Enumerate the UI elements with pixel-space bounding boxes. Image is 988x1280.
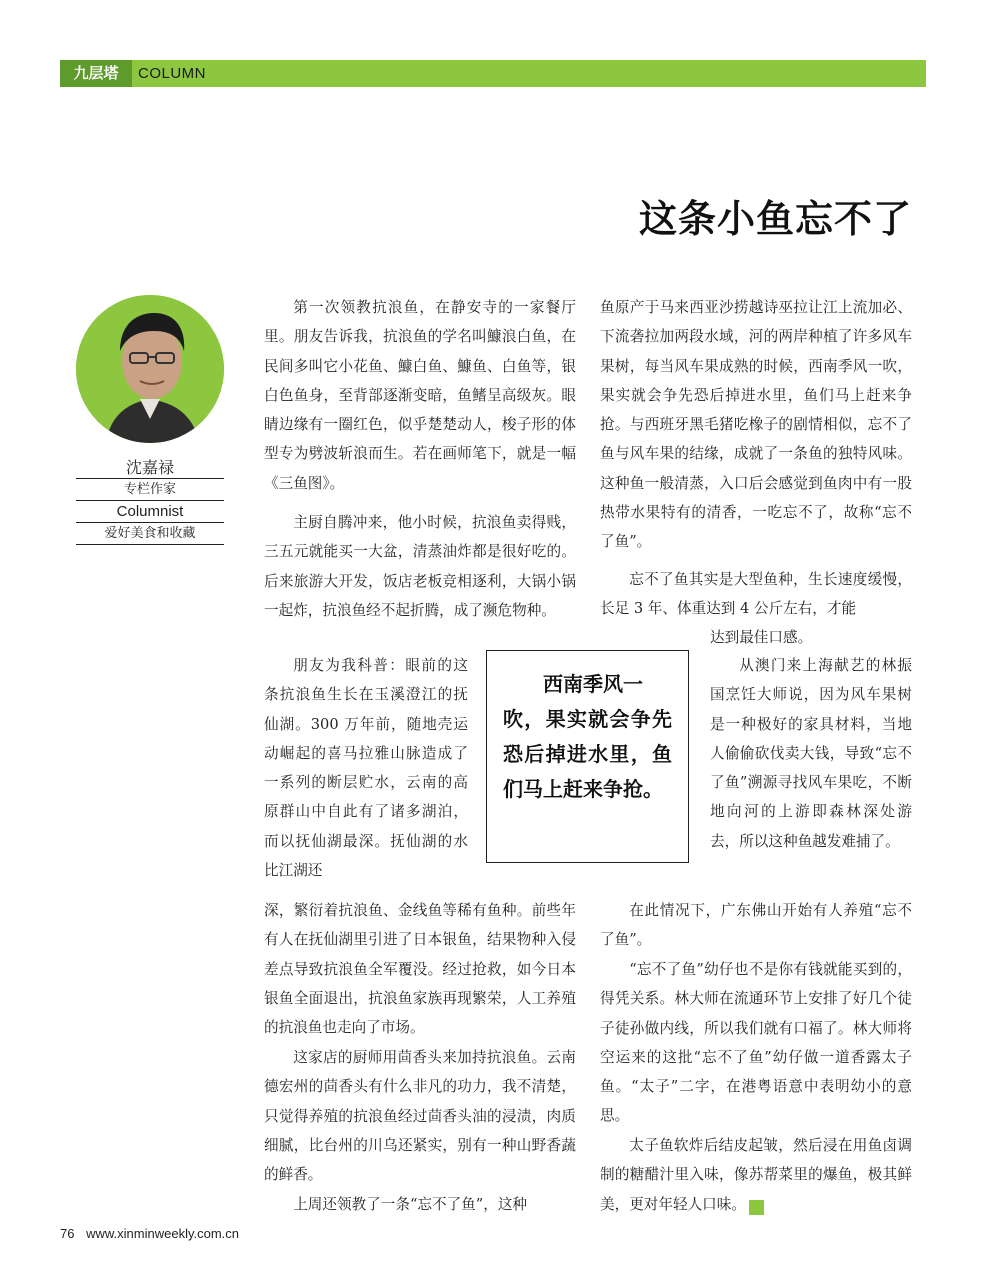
pull-quote — [486, 650, 689, 863]
author-name: 沈嘉禄 — [125, 458, 174, 477]
page-footer — [60, 1226, 239, 1241]
author-hobby: 爱好美食和收藏 — [76, 522, 224, 545]
article-title: 这条小鱼忘不了 — [638, 197, 912, 241]
body-paragraph: “忘不了鱼”幼仔也不是你有钱就能买到的，得凭关系。林大师在流通环节上安排了好几个徒子徒孙做内线，所以我们就有口福了。林大师将空运来的这批“忘不了鱼”幼仔做一道香露太子鱼。“太子”二字，在港粤语意中表明幼小的意思。 — [600, 961, 912, 1125]
author-role-en: Columnist — [76, 500, 224, 522]
body-paragraph: 第一次领教抗浪鱼，在静安寺的一家餐厅里。朋友告诉我，抗浪鱼的学名叫鱇浪白鱼，在民间多叫它小花鱼、鱇白鱼、鱇鱼、白鱼等，银白色鱼身，至背部逐渐变暗，鱼鳍呈高级灰。眼睛边缘有一圈红色，似乎楚楚动人，梭子形的体型专为劈波斩浪而生。若在画师笔下，就是一幅《三鱼图》。 — [264, 299, 576, 492]
body-paragraph: 深，繁衍着抗浪鱼、金线鱼等稀有鱼种。前些年有人在抚仙湖里引进了日本银鱼，结果物种入侵差点导致抗浪鱼全军覆没。经过抢救，如今日本银鱼全面退出，抗浪鱼家族再现繁荣，人工养殖的抗浪鱼也走向了市场。 — [264, 902, 576, 1037]
body-paragraph: 上周还领教了一条“忘不了鱼”，这种 — [293, 1196, 528, 1213]
body-paragraph: 忘不了鱼其实是大型鱼种，生长速度缓慢，长足 3 年、体重达到 4 公斤左右，才能 — [600, 571, 912, 618]
footer-url: www.xinminweekly.com.cn — [86, 1226, 240, 1241]
column-label: COLUMN — [138, 65, 207, 82]
body-paragraph: 朋友为我科普：眼前的这条抗浪鱼生长在玉溪澄江的抚仙湖。300 万年前，随地壳运动崛起的喜马拉雅山脉造成了一系列的断层贮水，云南的高原群山中自此有了诸多湖泊，而以抚仙湖最深。抚仙湖的水比江湖还 — [264, 657, 468, 880]
section-tag: 九层塔 — [60, 60, 132, 87]
body-paragraph: 在此情况下，广东佛山开始有人养殖“忘不了鱼”。 — [600, 902, 912, 949]
closing-text: 太子鱼软炸后结皮起皱，然后浸在用鱼卤调制的糖醋汁里入味，像苏帮菜里的爆鱼，极其鲜美，更对年轻人口味。 — [600, 1137, 912, 1213]
column-header-bar — [60, 60, 926, 87]
body-paragraph: 鱼原产于马来西亚沙捞越诗巫拉让江上流加必、下流砻拉加两段水域，河的两岸种植了许多风车果树，每当风车果成熟的时候，西南季风一吹，果实就会争先恐后掉进水里，鱼们马上赶来争抢。与西班牙黑毛猪吃橡子的剧情相似，忘不了鱼与风车果的结缘，成就了一条鱼的独特风味。这种鱼一般清蒸，入口后会感觉到鱼肉中有一股热带水果特有的清香，一吃忘不了，故称“忘不了鱼”。 — [600, 299, 912, 551]
pull-quote-first-line: 西南季风一 — [543, 672, 643, 696]
body-paragraph: 这家店的厨师用茴香头来加持抗浪鱼。云南德宏州的茴香头有什么非凡的功力，我不清楚，只觉得养殖的抗浪鱼经过茴香头油的浸渍，肉质细腻，比台州的川乌还紧实，别有一种山野香蔬的鲜香。 — [264, 1049, 576, 1184]
body-paragraph — [600, 1131, 912, 1219]
end-mark-icon: 民 — [749, 1200, 764, 1215]
author-portrait-image — [76, 295, 224, 443]
author-avatar — [76, 295, 224, 443]
page-number: 76 — [60, 1226, 75, 1241]
pull-quote-text: 吹，果实就会争先恐后掉进水里，鱼们马上赶来争抢。 — [503, 707, 672, 801]
author-card — [76, 458, 224, 545]
body-paragraph: 主厨自腾冲来，他小时候，抗浪鱼卖得贱，三五元就能买一大盆，清蒸油炸都是很好吃的。后来旅游大开发，饭店老板竞相逐利，大锅小锅一起炸，抗浪鱼经不起折腾，成了濒危物种。 — [264, 514, 576, 619]
author-role: 专栏作家 — [76, 478, 224, 500]
body-paragraph: 达到最佳口感。 — [710, 629, 813, 646]
body-paragraph: 从澳门来上海献艺的林振国烹饪大师说，因为风车果树是一种极好的家具材料，当地人偷偷砍伐卖大钱，导致“忘不了鱼”溯源寻找风车果吃，不断地向河的上游即森林深处游去，所以这种鱼越发难捕了。 — [710, 657, 912, 850]
